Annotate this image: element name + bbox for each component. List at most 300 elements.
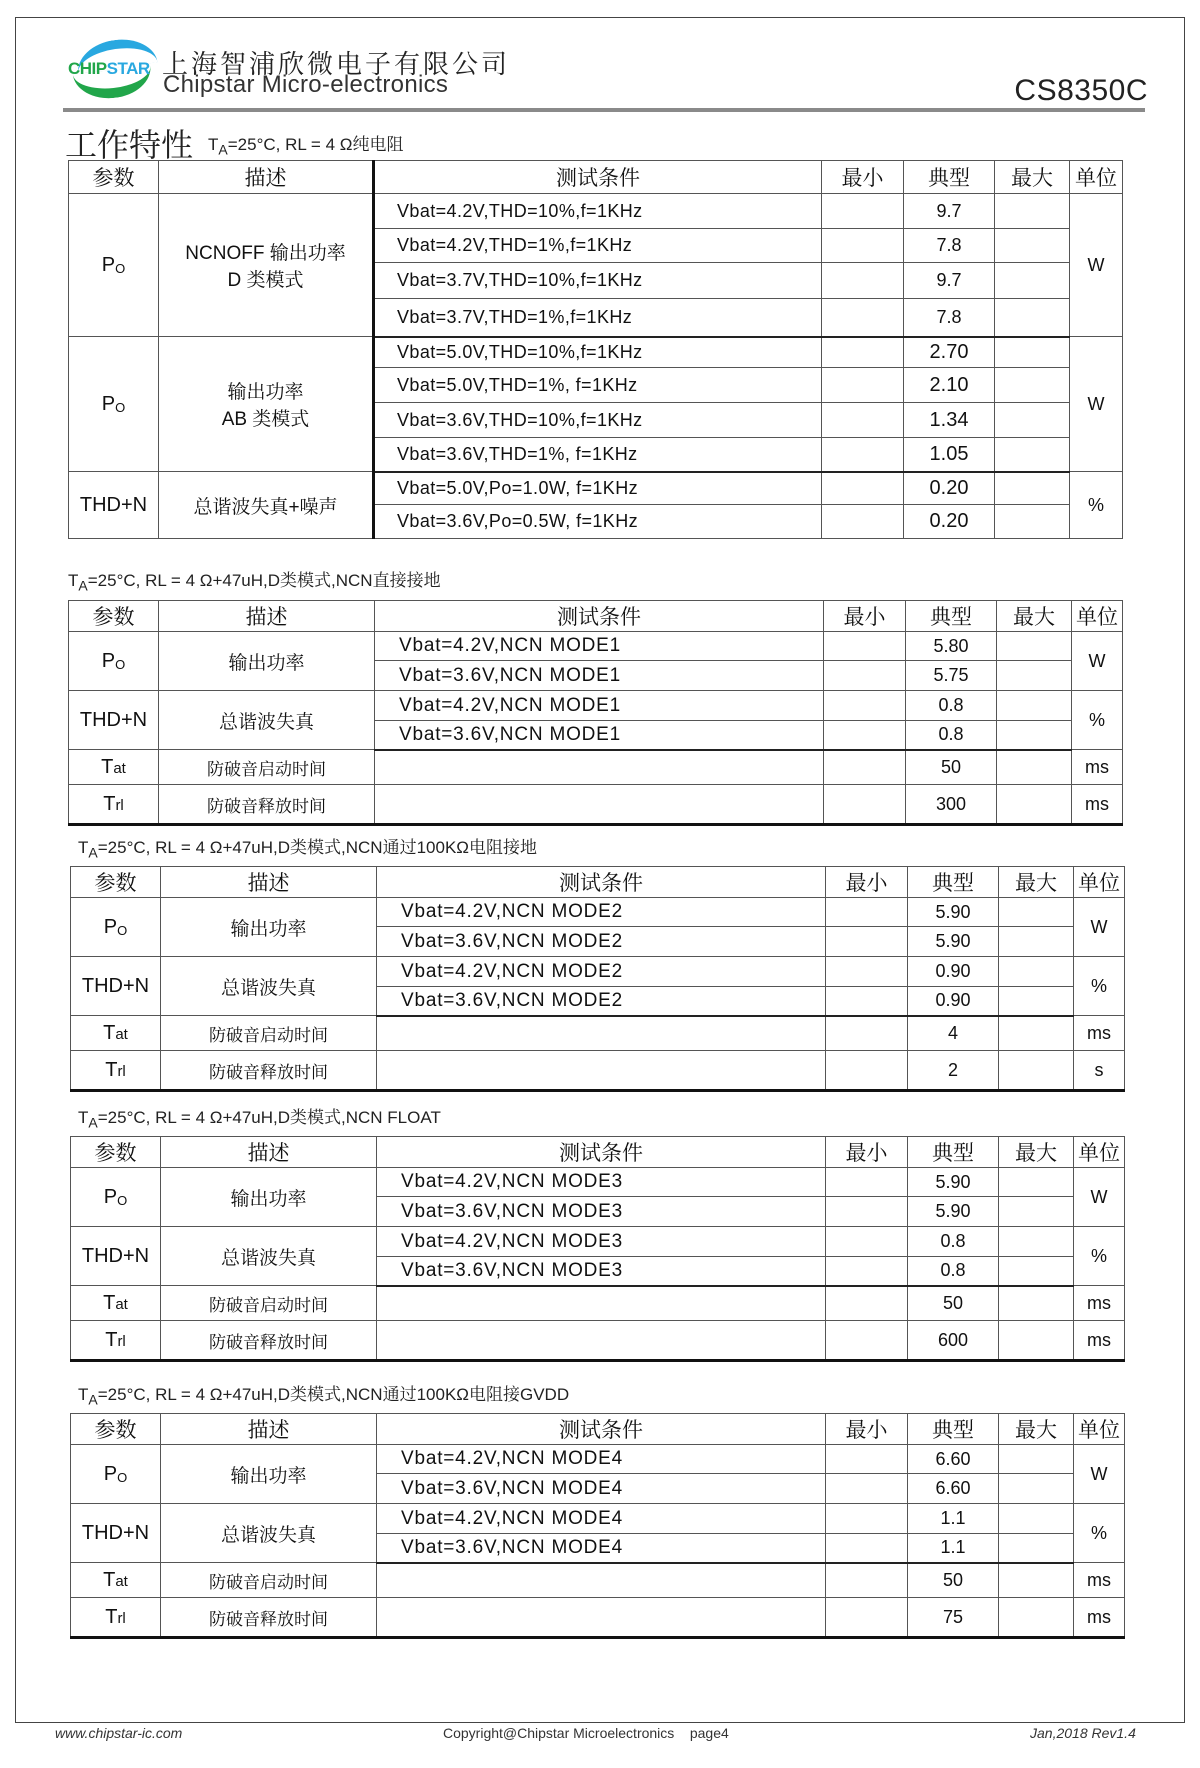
cond-sub: A <box>88 1391 98 1408</box>
desc-line: D 类模式 <box>227 270 304 291</box>
col-typ: 典型 <box>908 1414 999 1445</box>
col-cond: 测试条件 <box>377 867 826 898</box>
param-cell: THD+N <box>69 691 159 750</box>
table-header-row <box>71 867 1125 898</box>
cond-cell: Vbat=4.2V,NCN MODE1 <box>375 632 824 661</box>
param-cell <box>69 194 159 337</box>
typ-cell: 0.8 <box>908 1227 999 1257</box>
typ-cell: 7.8 <box>904 299 995 337</box>
min-cell <box>826 1257 908 1286</box>
min-cell <box>826 898 908 927</box>
cond-cell: Vbat=4.2V,NCN MODE3 <box>377 1168 826 1197</box>
cond-cell: Vbat=4.2V,NCN MODE2 <box>377 957 826 987</box>
cond-cell: Vbat=4.2V,NCN MODE4 <box>377 1504 826 1534</box>
part-number: CS8350C <box>1014 74 1148 107</box>
min-cell <box>822 299 904 337</box>
min-cell <box>824 750 906 785</box>
desc-line: NCNOFF 输出功率 <box>185 243 346 264</box>
desc-cell: 防破音释放时间 <box>161 1051 377 1091</box>
col-param: 参数 <box>71 1414 161 1445</box>
col-max: 最大 <box>999 1137 1074 1168</box>
max-cell <box>997 721 1072 750</box>
max-cell <box>999 1227 1074 1257</box>
param-cell: THD+N <box>69 472 159 539</box>
col-max: 最大 <box>999 1414 1074 1445</box>
col-max: 最大 <box>999 867 1074 898</box>
table-row <box>71 1227 1125 1257</box>
col-cond: 测试条件 <box>377 1414 826 1445</box>
col-typ: 典型 <box>908 1137 999 1168</box>
typ-cell: 6.60 <box>908 1474 999 1504</box>
table-row <box>71 1016 1125 1051</box>
logo-text-chip: CHIP <box>68 59 107 78</box>
desc-cell: 输出功率 <box>161 1445 377 1504</box>
cond-cell: Vbat=3.6V,NCN MODE1 <box>375 721 824 750</box>
param-symbol: P <box>101 392 116 415</box>
unit-cell: % <box>1070 472 1123 539</box>
desc-cell: 总谐波失真+噪声 <box>159 472 374 539</box>
cond-cell: Vbat=3.7V,THD=10%,f=1KHz <box>374 263 822 299</box>
param-cell <box>71 898 161 957</box>
min-cell <box>824 632 906 661</box>
cond-sub: A <box>88 844 98 861</box>
typ-cell: 9.7 <box>904 194 995 229</box>
col-param: 参数 <box>71 1137 161 1168</box>
cond-t: T <box>68 571 79 590</box>
param-cell <box>71 1598 161 1638</box>
col-param: 参数 <box>69 601 159 632</box>
unit-cell: ms <box>1074 1286 1125 1321</box>
cond-t: T <box>208 135 219 154</box>
min-cell <box>826 1445 908 1474</box>
typ-cell: 0.20 <box>904 472 995 505</box>
max-cell <box>995 337 1070 368</box>
param-symbol: T <box>105 1328 118 1351</box>
typ-cell: 300 <box>906 785 997 825</box>
desc-line: AB 类模式 <box>221 409 310 430</box>
cond-cell: Vbat=5.0V,Po=1.0W, f=1KHz <box>374 472 822 505</box>
desc-cell: 防破音启动时间 <box>161 1286 377 1321</box>
min-cell <box>826 1598 908 1638</box>
min-cell <box>826 1227 908 1257</box>
max-cell <box>995 229 1070 263</box>
col-typ: 典型 <box>908 867 999 898</box>
cond-t: T <box>78 838 89 857</box>
unit-cell: W <box>1074 898 1125 957</box>
min-cell <box>826 987 908 1016</box>
desc-cell: 总谐波失真 <box>161 1504 377 1563</box>
typ-cell: 0.8 <box>908 1257 999 1286</box>
typ-cell: 50 <box>906 750 997 785</box>
table1-condition <box>208 130 403 157</box>
param-subscript: rl <box>117 1609 126 1627</box>
unit-cell: % <box>1074 1504 1125 1563</box>
max-cell <box>999 1197 1074 1227</box>
min-cell <box>822 505 904 539</box>
typ-cell: 5.90 <box>908 1168 999 1197</box>
table-row <box>69 785 1123 825</box>
param-cell: THD+N <box>71 1227 161 1286</box>
typ-cell: 9.7 <box>904 263 995 299</box>
unit-cell: W <box>1072 632 1123 691</box>
desc-cell: 总谐波失真 <box>161 957 377 1016</box>
max-cell <box>995 263 1070 299</box>
logo-text-star: STAR <box>106 59 150 78</box>
table-row <box>71 1445 1125 1474</box>
max-cell <box>999 1016 1074 1051</box>
table-row <box>71 957 1125 987</box>
cond-cell: Vbat=3.6V,NCN MODE4 <box>377 1534 826 1563</box>
min-cell <box>826 927 908 957</box>
col-desc: 描述 <box>161 867 377 898</box>
cond-cell: Vbat=3.6V,THD=1%, f=1KHz <box>374 438 822 472</box>
min-cell <box>824 691 906 721</box>
unit-cell: W <box>1070 337 1123 472</box>
param-symbol: T <box>105 1605 118 1628</box>
min-cell <box>826 1197 908 1227</box>
col-cond: 测试条件 <box>375 601 824 632</box>
typ-cell: 1.1 <box>908 1534 999 1563</box>
desc-cell: 防破音启动时间 <box>161 1016 377 1051</box>
cond-t: T <box>78 1108 89 1127</box>
cond-cell: Vbat=3.6V,THD=10%,f=1KHz <box>374 403 822 438</box>
table-row <box>69 472 1123 505</box>
param-subscript: O <box>117 1469 128 1485</box>
max-cell <box>999 1534 1074 1563</box>
max-cell <box>999 1168 1074 1197</box>
param-symbol: P <box>101 253 116 276</box>
max-cell <box>999 1474 1074 1504</box>
typ-cell: 2.70 <box>904 337 995 368</box>
unit-cell: W <box>1074 1445 1125 1504</box>
param-subscript: rl <box>115 796 124 814</box>
cond-rest: =25°C, RL = 4 Ω+47uH,D类模式,NCN FLOAT <box>97 1108 441 1127</box>
typ-cell: 7.8 <box>904 229 995 263</box>
typ-cell: 5.90 <box>908 898 999 927</box>
typ-cell: 5.90 <box>908 927 999 957</box>
min-cell <box>826 1321 908 1361</box>
param-subscript: at <box>115 1572 128 1590</box>
section-title: 工作特性 <box>65 127 194 163</box>
cond-cell: Vbat=4.2V,NCN MODE4 <box>377 1445 826 1474</box>
cond-cell: Vbat=3.7V,THD=1%,f=1KHz <box>374 299 822 337</box>
spec-table-mode <box>70 866 1125 1092</box>
param-subscript: O <box>115 399 126 415</box>
max-cell <box>999 987 1074 1016</box>
param-cell <box>71 1051 161 1091</box>
min-cell <box>824 721 906 750</box>
max-cell <box>999 927 1074 957</box>
min-cell <box>826 1286 908 1321</box>
min-cell <box>822 438 904 472</box>
max-cell <box>997 691 1072 721</box>
col-min: 最小 <box>826 867 908 898</box>
min-cell <box>824 785 906 825</box>
cond-rest: =25°C, RL = 4 Ω+47uH,D类模式,NCN通过100KΩ电阻接地 <box>97 838 537 857</box>
table-row <box>71 1504 1125 1534</box>
mode-table-condition <box>78 833 537 860</box>
max-cell <box>999 1445 1074 1474</box>
param-subscript: at <box>113 759 126 777</box>
desc-cell: 输出功率 <box>161 1168 377 1227</box>
cond-cell <box>377 1598 826 1638</box>
cond-rest: =25°C, RL = 4 Ω+47uH,D类模式,NCN直接接地 <box>87 571 441 590</box>
param-subscript: O <box>117 922 128 938</box>
typ-cell: 0.8 <box>906 721 997 750</box>
min-cell <box>822 263 904 299</box>
unit-cell: % <box>1074 957 1125 1016</box>
spec-table-mode <box>70 1136 1125 1362</box>
min-cell <box>826 1474 908 1504</box>
max-cell <box>997 632 1072 661</box>
cond-rest: =25°C, RL = 4 Ω纯电阻 <box>227 135 404 154</box>
typ-cell: 75 <box>908 1598 999 1638</box>
table-row <box>71 1321 1125 1361</box>
desc-cell <box>159 194 374 337</box>
max-cell <box>999 1504 1074 1534</box>
cond-cell: Vbat=4.2V,THD=1%,f=1KHz <box>374 229 822 263</box>
unit-cell: W <box>1074 1168 1125 1227</box>
param-cell: THD+N <box>71 957 161 1016</box>
company-name-cn: 上海智浦欣微电子有限公司 <box>162 49 511 79</box>
col-desc: 描述 <box>159 601 375 632</box>
max-cell <box>995 368 1070 403</box>
typ-cell: 600 <box>908 1321 999 1361</box>
desc-line: 输出功率 <box>227 382 304 403</box>
min-cell <box>822 229 904 263</box>
typ-cell: 1.05 <box>904 438 995 472</box>
max-cell <box>999 1321 1074 1361</box>
desc-cell: 输出功率 <box>159 632 375 691</box>
param-cell <box>69 337 159 472</box>
cond-cell: Vbat=5.0V,THD=10%,f=1KHz <box>374 337 822 368</box>
min-cell <box>826 1016 908 1051</box>
col-cond: 测试条件 <box>377 1137 826 1168</box>
cond-cell: Vbat=3.6V,Po=0.5W, f=1KHz <box>374 505 822 539</box>
table-row <box>69 337 1123 368</box>
table-row <box>69 691 1123 721</box>
min-cell <box>822 403 904 438</box>
col-unit: 单位 <box>1074 867 1125 898</box>
spec-table-mode <box>70 1413 1125 1639</box>
min-cell <box>826 1504 908 1534</box>
table-row <box>71 898 1125 927</box>
table-row <box>71 1598 1125 1638</box>
cond-cell: Vbat=4.2V,NCN MODE3 <box>377 1227 826 1257</box>
chipstar-logo <box>68 38 158 100</box>
cond-rest: =25°C, RL = 4 Ω+47uH,D类模式,NCN通过100KΩ电阻接GVDD <box>97 1385 570 1404</box>
unit-cell: ms <box>1074 1563 1125 1598</box>
param-cell <box>71 1168 161 1227</box>
typ-cell: 0.90 <box>908 987 999 1016</box>
param-cell <box>71 1563 161 1598</box>
typ-cell: 1.1 <box>908 1504 999 1534</box>
table-header-row <box>71 1137 1125 1168</box>
typ-cell: 5.75 <box>906 661 997 691</box>
cond-cell: Vbat=3.6V,NCN MODE4 <box>377 1474 826 1504</box>
min-cell <box>822 368 904 403</box>
mode-table-condition <box>78 1380 569 1407</box>
max-cell <box>995 299 1070 337</box>
table-row <box>69 632 1123 661</box>
spec-table-resistive <box>68 160 1123 539</box>
param-subscript: O <box>117 1192 128 1208</box>
col-param: 参数 <box>69 161 159 194</box>
min-cell <box>826 1563 908 1598</box>
col-unit: 单位 <box>1072 601 1123 632</box>
param-symbol: T <box>103 792 116 815</box>
param-symbol: T <box>103 1291 116 1314</box>
cond-cell <box>377 1563 826 1598</box>
param-symbol: T <box>101 755 114 778</box>
cond-cell <box>377 1016 826 1051</box>
cond-cell: Vbat=3.6V,NCN MODE2 <box>377 927 826 957</box>
table-row <box>69 194 1123 229</box>
company-name-en: Chipstar Micro-electronics <box>163 71 449 98</box>
cond-cell: Vbat=5.0V,THD=1%, f=1KHz <box>374 368 822 403</box>
table-header-row <box>71 1414 1125 1445</box>
max-cell <box>999 1598 1074 1638</box>
max-cell <box>995 403 1070 438</box>
param-symbol: T <box>103 1021 116 1044</box>
cond-cell <box>375 750 824 785</box>
typ-cell: 5.90 <box>908 1197 999 1227</box>
mode-table-condition <box>68 566 441 593</box>
cond-cell: Vbat=3.6V,NCN MODE3 <box>377 1257 826 1286</box>
table-header-row <box>69 601 1123 632</box>
max-cell <box>995 438 1070 472</box>
min-cell <box>824 661 906 691</box>
copyright-text: Copyright@Chipstar Microelectronics <box>443 1725 675 1741</box>
desc-cell: 防破音启动时间 <box>161 1563 377 1598</box>
min-cell <box>822 337 904 368</box>
cond-cell: Vbat=4.2V,THD=10%,f=1KHz <box>374 194 822 229</box>
param-subscript: rl <box>117 1332 126 1350</box>
max-cell <box>997 750 1072 785</box>
cond-cell: Vbat=3.6V,NCN MODE3 <box>377 1197 826 1227</box>
param-symbol: P <box>103 1462 118 1485</box>
cond-cell <box>377 1286 826 1321</box>
col-param: 参数 <box>71 867 161 898</box>
col-min: 最小 <box>826 1414 908 1445</box>
cond-cell: Vbat=4.2V,NCN MODE1 <box>375 691 824 721</box>
desc-cell: 总谐波失真 <box>159 691 375 750</box>
col-unit: 单位 <box>1074 1414 1125 1445</box>
typ-cell: 0.8 <box>906 691 997 721</box>
typ-cell: 2.10 <box>904 368 995 403</box>
cond-cell: Vbat=3.6V,NCN MODE1 <box>375 661 824 691</box>
max-cell <box>997 785 1072 825</box>
min-cell <box>826 1051 908 1091</box>
unit-cell: % <box>1074 1227 1125 1286</box>
param-cell <box>71 1445 161 1504</box>
desc-cell: 输出功率 <box>161 898 377 957</box>
cond-sub: A <box>78 577 88 594</box>
desc-cell: 防破音释放时间 <box>161 1321 377 1361</box>
min-cell <box>826 1534 908 1563</box>
max-cell <box>995 505 1070 539</box>
typ-cell: 1.34 <box>904 403 995 438</box>
cond-t: T <box>78 1385 89 1404</box>
table-row <box>69 750 1123 785</box>
unit-cell: ms <box>1072 750 1123 785</box>
col-min: 最小 <box>824 601 906 632</box>
param-symbol: T <box>105 1058 118 1081</box>
param-symbol: P <box>103 915 118 938</box>
table-row <box>71 1051 1125 1091</box>
col-typ: 典型 <box>906 601 997 632</box>
unit-cell: ms <box>1072 785 1123 825</box>
cond-cell: Vbat=3.6V,NCN MODE2 <box>377 987 826 1016</box>
cond-cell <box>377 1051 826 1091</box>
typ-cell: 4 <box>908 1016 999 1051</box>
param-subscript: O <box>115 260 126 276</box>
param-cell <box>69 632 159 691</box>
col-min: 最小 <box>822 161 904 194</box>
col-desc: 描述 <box>161 1137 377 1168</box>
cond-cell <box>375 785 824 825</box>
cond-cell <box>377 1321 826 1361</box>
header-divider <box>63 108 1145 112</box>
cond-cell: Vbat=4.2V,NCN MODE2 <box>377 898 826 927</box>
typ-cell: 6.60 <box>908 1445 999 1474</box>
col-max: 最大 <box>995 161 1070 194</box>
col-max: 最大 <box>997 601 1072 632</box>
footer-revision: Jan,2018 Rev1.4 <box>1030 1725 1136 1741</box>
max-cell <box>999 957 1074 987</box>
max-cell <box>995 194 1070 229</box>
unit-cell: % <box>1072 691 1123 750</box>
max-cell <box>999 1051 1074 1091</box>
param-cell <box>71 1321 161 1361</box>
param-subscript: at <box>115 1025 128 1043</box>
col-min: 最小 <box>826 1137 908 1168</box>
page-number: page4 <box>689 1725 729 1741</box>
max-cell <box>999 1563 1074 1598</box>
col-desc: 描述 <box>161 1414 377 1445</box>
param-subscript: O <box>115 656 126 672</box>
min-cell <box>826 957 908 987</box>
typ-cell: 50 <box>908 1563 999 1598</box>
mode-table-condition <box>78 1103 441 1130</box>
max-cell <box>995 472 1070 505</box>
max-cell <box>997 661 1072 691</box>
logo-wordmark <box>68 59 150 79</box>
col-typ: 典型 <box>904 161 995 194</box>
unit-cell: ms <box>1074 1321 1125 1361</box>
typ-cell: 2 <box>908 1051 999 1091</box>
desc-cell: 总谐波失真 <box>161 1227 377 1286</box>
col-unit: 单位 <box>1070 161 1123 194</box>
spec-table-mode <box>68 600 1123 826</box>
max-cell <box>999 898 1074 927</box>
typ-cell: 0.20 <box>904 505 995 539</box>
desc-cell: 防破音释放时间 <box>159 785 375 825</box>
table-row <box>71 1563 1125 1598</box>
max-cell <box>999 1286 1074 1321</box>
typ-cell: 5.80 <box>906 632 997 661</box>
unit-cell: ms <box>1074 1598 1125 1638</box>
min-cell <box>822 194 904 229</box>
param-symbol: P <box>103 1185 118 1208</box>
max-cell <box>999 1257 1074 1286</box>
min-cell <box>826 1168 908 1197</box>
param-cell <box>71 1016 161 1051</box>
desc-cell: 防破音启动时间 <box>159 750 375 785</box>
col-cond: 测试条件 <box>374 161 822 194</box>
unit-cell: W <box>1070 194 1123 337</box>
footer-website: www.chipstar-ic.com <box>55 1725 183 1741</box>
